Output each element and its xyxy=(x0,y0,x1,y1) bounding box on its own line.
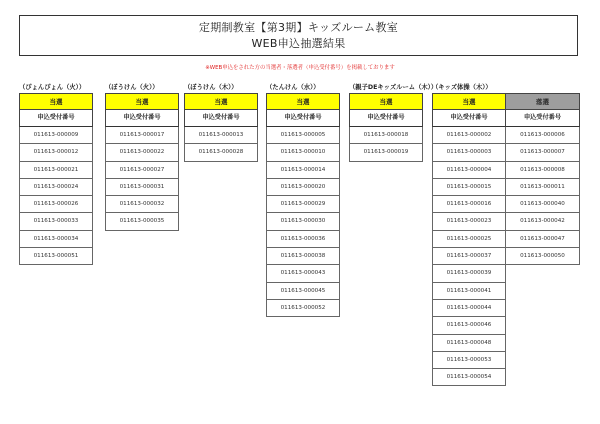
class-group-tanken-wed xyxy=(266,84,340,317)
column-header: 申込受付番号 xyxy=(349,110,423,127)
losers-column xyxy=(506,93,580,386)
table-row: 011613-000029 xyxy=(266,196,340,213)
column-header: 申込受付番号 xyxy=(19,110,93,127)
column-header: 申込受付番号 xyxy=(105,110,179,127)
class-group-bouken-tue xyxy=(105,84,179,231)
class-group-label: （ぼうけん（火）） xyxy=(105,84,159,91)
page-subtitle: WEB申込抽選結果 xyxy=(251,37,346,50)
table-row: 011613-000020 xyxy=(266,179,340,196)
column-header: 申込受付番号 xyxy=(506,110,580,127)
status-badge-win: 当選 xyxy=(349,93,423,110)
winners-column xyxy=(349,93,423,162)
status-badge-lose: 落選 xyxy=(506,93,580,110)
class-group-label: （ぴょんぴょん（火）） xyxy=(19,84,86,91)
table-row: 011613-000015 xyxy=(432,179,506,196)
table-row: 011613-000007 xyxy=(506,144,580,161)
class-group-kids-taiso-thu xyxy=(432,84,580,386)
status-badge-win: 当選 xyxy=(266,93,340,110)
table-row: 011613-000023 xyxy=(432,213,506,230)
class-group-label: （キッズ体操（木）） xyxy=(432,84,492,91)
table-row: 011613-000004 xyxy=(432,162,506,179)
class-group-label: （たんけん（水）） xyxy=(266,84,320,91)
table-row: 011613-000016 xyxy=(432,196,506,213)
class-group-oyako-thu xyxy=(349,84,437,162)
notice-text: ※WEB申込をされた方の当選者・落選者（申込受付番号）を掲載しております xyxy=(205,65,395,71)
table-row: 011613-000010 xyxy=(266,144,340,161)
table-row: 011613-000042 xyxy=(506,213,580,230)
table-row: 011613-000046 xyxy=(432,317,506,334)
table-row: 011613-000008 xyxy=(506,162,580,179)
table-row: 011613-000047 xyxy=(506,231,580,248)
class-group-label: （親子DEキッズルーム（木）） xyxy=(349,84,438,91)
table-row: 011613-000005 xyxy=(266,127,340,144)
table-row: 011613-000050 xyxy=(506,248,580,265)
title-box xyxy=(19,15,578,56)
table-row: 011613-000024 xyxy=(19,179,93,196)
table-row: 011613-000039 xyxy=(432,265,506,282)
column-header: 申込受付番号 xyxy=(266,110,340,127)
table-row: 011613-000006 xyxy=(506,127,580,144)
table-row: 011613-000053 xyxy=(432,352,506,369)
table-row: 011613-000044 xyxy=(432,300,506,317)
table-row: 011613-000032 xyxy=(105,196,179,213)
table-row: 011613-000011 xyxy=(506,179,580,196)
table-row: 011613-000019 xyxy=(349,144,423,161)
table-row: 011613-000052 xyxy=(266,300,340,317)
table-row: 011613-000054 xyxy=(432,369,506,386)
table-row: 011613-000043 xyxy=(266,265,340,282)
table-row: 011613-000033 xyxy=(19,213,93,230)
table-row: 011613-000040 xyxy=(506,196,580,213)
table-row: 011613-000014 xyxy=(266,162,340,179)
table-row: 011613-000021 xyxy=(19,162,93,179)
status-badge-win: 当選 xyxy=(432,93,506,110)
status-badge-win: 当選 xyxy=(19,93,93,110)
table-row: 011613-000026 xyxy=(19,196,93,213)
class-group-bouken-thu xyxy=(184,84,258,162)
class-group-pyonpyon-tue xyxy=(19,84,93,265)
page-title: 定期制教室【第3期】キッズルーム教室 xyxy=(198,21,399,34)
table-row: 011613-000012 xyxy=(19,144,93,161)
table-row: 011613-000041 xyxy=(432,283,506,300)
table-row: 011613-000009 xyxy=(19,127,93,144)
table-row: 011613-000038 xyxy=(266,248,340,265)
column-header: 申込受付番号 xyxy=(184,110,258,127)
table-row: 011613-000025 xyxy=(432,231,506,248)
table-row: 011613-000048 xyxy=(432,335,506,352)
winners-column xyxy=(19,93,93,265)
table-row: 011613-000028 xyxy=(184,144,258,161)
table-row: 011613-000045 xyxy=(266,283,340,300)
winners-column xyxy=(266,93,340,317)
table-row: 011613-000030 xyxy=(266,213,340,230)
table-row: 011613-000037 xyxy=(432,248,506,265)
winners-column xyxy=(105,93,179,231)
status-badge-win: 当選 xyxy=(184,93,258,110)
table-row: 011613-000018 xyxy=(349,127,423,144)
table-row: 011613-000002 xyxy=(432,127,506,144)
table-row: 011613-000036 xyxy=(266,231,340,248)
table-row: 011613-000035 xyxy=(105,213,179,230)
table-row: 011613-000031 xyxy=(105,179,179,196)
winners-column xyxy=(184,93,258,162)
table-row: 011613-000034 xyxy=(19,231,93,248)
table-row: 011613-000013 xyxy=(184,127,258,144)
table-row: 011613-000022 xyxy=(105,144,179,161)
table-row: 011613-000027 xyxy=(105,162,179,179)
column-header: 申込受付番号 xyxy=(432,110,506,127)
class-group-label: （ぼうけん（木）） xyxy=(184,84,238,91)
table-row: 011613-000017 xyxy=(105,127,179,144)
winners-column xyxy=(432,93,506,386)
status-badge-win: 当選 xyxy=(105,93,179,110)
table-row: 011613-000003 xyxy=(432,144,506,161)
table-row: 011613-000051 xyxy=(19,248,93,265)
